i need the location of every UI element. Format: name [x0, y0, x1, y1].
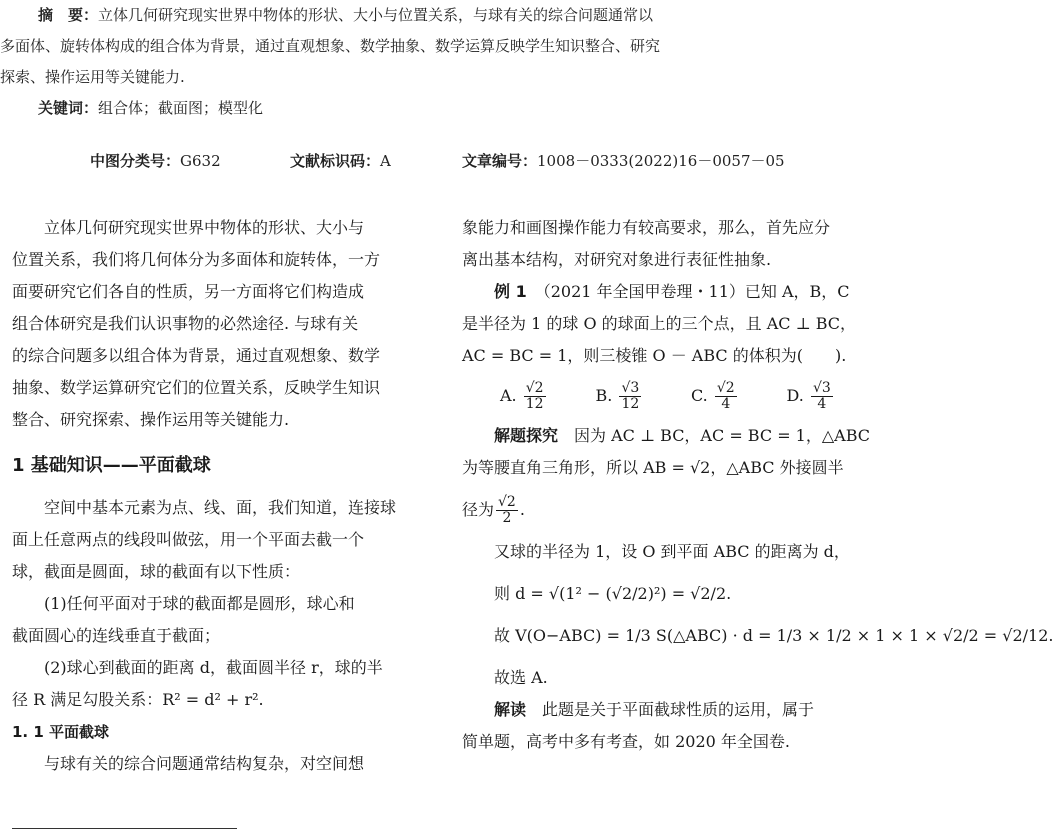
subsection-heading: 1. 1 平面截球 — [12, 723, 110, 741]
solution-line: 又球的半径为 1，设 O 到平面 ABC 的距离为 d， — [494, 542, 850, 561]
abstract-label: 摘 要： — [38, 6, 99, 24]
solution-line: 径为 $\frac{√2}{2}$ . — [462, 494, 525, 526]
left-column — [12, 212, 442, 780]
doc-code: 文献标识码：A — [290, 152, 391, 170]
equation: 故 V(O−ABC) = 1/3 S(△ABC) · d = 1/3 × 1/2 × 1 × 1 × √2/2 = √2/12. — [494, 626, 1054, 645]
paragraph-line: 象能力和画图操作能力有较高要求，那么，首先应分 — [462, 218, 831, 237]
answer-options — [462, 380, 882, 412]
paragraph-line: 空间中基本元素为点、线、面，我们知道，连接球 — [44, 498, 397, 517]
paragraph-line: 组合体研究是我们认识事物的必然途径. 与球有关 — [12, 314, 359, 333]
example-line: 例 1 （2021 年全国甲卷理・11）已知 A，B，C — [494, 282, 850, 301]
solution-line: 解题探究 因为 AC ⊥ BC，AC = BC = 1，△ABC — [494, 426, 871, 445]
example-line: AC = BC = 1，则三棱锥 O － ABC 的体积为( ). — [462, 346, 847, 365]
clc-number: 中图分类号：G632 — [90, 152, 221, 170]
paragraph-line: 径 R 满足勾股关系：R² = d² + r². — [12, 690, 264, 709]
commentary-line: 简单题，高考中多有考查，如 2020 年全国卷. — [462, 732, 790, 751]
article-number: 文章编号：1008－0333(2022)16－0057－05 — [462, 152, 785, 170]
abstract — [0, 0, 800, 124]
commentary-line: 解读 此题是关于平面截球性质的运用，属于 — [494, 700, 815, 719]
solution-label: 解题探究 — [494, 426, 559, 445]
paragraph-line: 立体几何研究现实世界中物体的形状、大小与 — [44, 218, 365, 237]
footnote-rule — [12, 828, 237, 829]
abstract-line: 摘 要：立体几何研究现实世界中物体的形状、大小与位置关系，与球有关的综合问题通常以 — [38, 6, 654, 24]
example-line: 是半径为 1 的球 O 的球面上的三个点，且 AC ⊥ BC， — [462, 314, 857, 333]
paragraph-line: 与球有关的综合问题通常结构复杂，对空间想 — [44, 754, 365, 773]
paragraph-line: 离出基本结构，对研究对象进行表征性抽象. — [462, 250, 772, 269]
option-b: B. $\frac{√3}{12}$ — [595, 380, 640, 412]
right-column — [462, 212, 1054, 758]
example-label: 例 1 — [494, 282, 527, 301]
keywords: 关键词：组合体；截面图；模型化 — [38, 99, 264, 117]
paragraph-line: 的综合问题多以组合体为背景，通过直观想象、数学 — [12, 346, 381, 365]
paragraph-line: 球，截面是圆面，球的截面有以下性质： — [12, 562, 301, 581]
section-heading: 1 基础知识——平面截球 — [12, 455, 211, 476]
paragraph-line: 面要研究它们各自的性质，另一方面将它们构造成 — [12, 282, 365, 301]
abstract-line: 多面体、旋转体构成的组合体为背景，通过直观想象、数学抽象、数学运算反映学生知识整合、研究 — [0, 37, 661, 55]
answer-choice: 故选 A. — [494, 668, 548, 687]
commentary-label: 解读 — [494, 700, 527, 719]
abstract-line: 探索、操作运用等关键能力. — [0, 68, 185, 86]
paragraph-line: (1)任何平面对于球的截面都是圆形，球心和 — [44, 594, 355, 613]
option-d: D. $\frac{√3}{4}$ — [786, 380, 831, 412]
fraction: $\frac{√3}{4}$ — [812, 380, 831, 412]
solution-line: 为等腰直角三角形，所以 AB = √2，△ABC 外接圆半 — [462, 458, 844, 477]
fraction: $\frac{√2}{4}$ — [716, 380, 735, 412]
paragraph-line: 位置关系，我们将几何体分为多面体和旋转体，一方 — [12, 250, 381, 269]
option-c: C. $\frac{√2}{4}$ — [691, 380, 735, 412]
equation: 则 d = √(1² − (√2/2)²) = √2/2. — [494, 584, 732, 603]
option-a: A. $\frac{√2}{12}$ — [500, 380, 544, 412]
fraction: $\frac{√2}{12}$ — [525, 380, 544, 412]
paragraph-line: 抽象、数学运算研究它们的位置关系，反映学生知识 — [12, 378, 381, 397]
fraction: $\frac{√2}{2}$ — [498, 494, 516, 526]
paragraph-line: 截面圆心的连线垂直于截面； — [12, 626, 221, 645]
paragraph-line: (2)球心到截面的距离 d，截面圆半径 r，球的半 — [44, 658, 383, 677]
paragraph-line: 整合、研究探索、操作运用等关键能力. — [12, 410, 290, 429]
fraction: $\frac{√3}{12}$ — [621, 380, 640, 412]
paragraph-line: 面上任意两点的线段叫做弦，用一个平面去截一个 — [12, 530, 365, 549]
